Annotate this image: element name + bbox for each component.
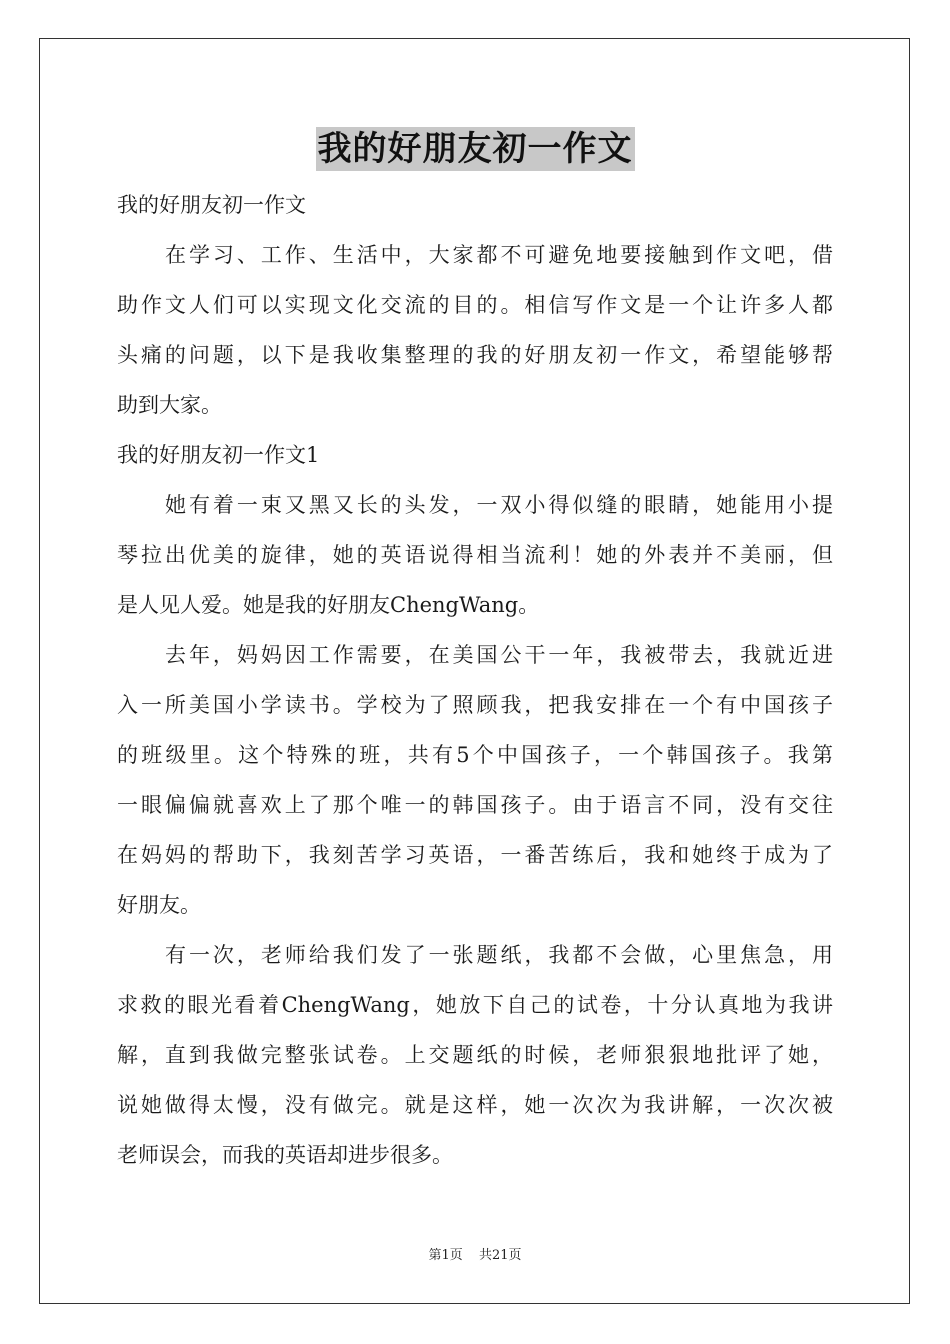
text-line: 说她做得太慢，没有做完。就是这样，她一次次为我讲解，一次次被: [117, 1093, 833, 1117]
text-line: 好朋友。: [117, 893, 201, 917]
document-title: 我的好朋友初一作文: [317, 129, 633, 169]
text-line: 老师误会，而我的英语却进步很多。: [117, 1143, 453, 1167]
text-line: 在妈妈的帮助下，我刻苦学习英语，一番苦练后，我和她终于成为了: [117, 843, 833, 867]
text-line: 在学习、工作、生活中，大家都不可避免地要接触到作文吧，借: [165, 243, 833, 267]
text-line: 解，直到我做完整张试卷。上交题纸的时候，老师狠狠地批评了她，: [117, 1043, 833, 1067]
text-line: 求救的眼光看着ChengWang，她放下自己的试卷，十分认真地为我讲: [117, 993, 833, 1017]
text-line: 有一次，老师给我们发了一张题纸，我都不会做，心里焦急，用: [165, 943, 833, 967]
section-heading: 我的好朋友初一作文1: [117, 443, 320, 467]
text-line: 助到大家。: [117, 393, 222, 417]
section-heading: 我的好朋友初一作文: [117, 193, 306, 217]
text-line: 入一所美国小学读书。学校为了照顾我，把我安排在一个有中国孩子: [117, 693, 833, 717]
text-line: 头痛的问题，以下是我收集整理的我的好朋友初一作文，希望能够帮: [117, 343, 833, 367]
page-number: 第1页: [428, 1248, 463, 1263]
total-pages: 共21页: [478, 1248, 522, 1263]
text-line: 琴拉出优美的旋律，她的英语说得相当流利！她的外表并不美丽，但: [117, 543, 833, 567]
text-line: 她有着一束又黑又长的头发，一双小得似缝的眼睛，她能用小提: [165, 493, 833, 517]
text-line: 是人见人爱。她是我的好朋友ChengWang。: [117, 593, 540, 617]
page-footer: [0, 1246, 950, 1266]
text-line: 助作文人们可以实现文化交流的目的。相信写作文是一个让许多人都: [117, 293, 833, 317]
text-line: 的班级里。这个特殊的班，共有5个中国孩子，一个韩国孩子。我第: [117, 743, 833, 767]
text-line: 一眼偏偏就喜欢上了那个唯一的韩国孩子。由于语言不同，没有交往: [117, 793, 833, 817]
text-line: 去年，妈妈因工作需要，在美国公干一年，我被带去，我就近进: [165, 643, 833, 667]
document-body: [117, 180, 833, 1180]
title-container: [0, 127, 950, 171]
